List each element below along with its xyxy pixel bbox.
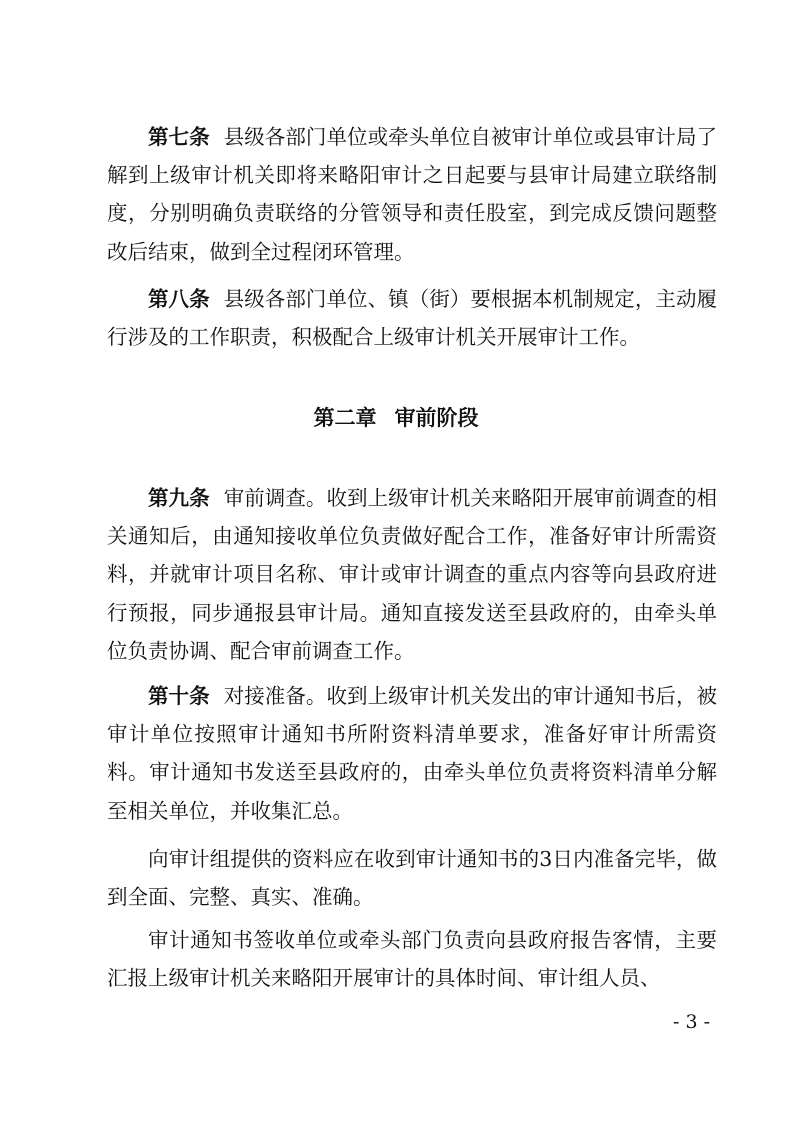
article-9-paragraph — [107, 479, 717, 670]
article-7-paragraph — [107, 118, 717, 271]
materials-paragraph: 向审计组提供的资料应在收到审计通知书的3日内准备完毕，做到全面、完整、真实、准确。 — [107, 847, 717, 910]
article-9-label: 第九条 — [148, 486, 210, 510]
article-10-text: 对接准备。收到上级审计机关发出的审计通知书后，被审计单位按照审计通知书所附资料清单要求，准备好审计所需资料。审计通知书发送至县政府的，由牵头单位负责将资料清单分解至相关单位，并收集汇总。 — [107, 684, 718, 823]
article-8-label: 第八条 — [148, 287, 210, 311]
article-10-paragraph — [107, 677, 717, 830]
article-8-text: 县级各部门单位、镇（街）要根据本机制规定，主动履行涉及的工作职责，积极配合上级审计机关开展审计工作。 — [107, 287, 718, 350]
article-7-text: 县级各部门单位或牵头单位自被审计单位或县审计局了解到上级审计机关即将来略阳审计之日起要与县审计局建立联络制度，分别明确负责联络的分管领导和责任股室，到完成反馈问题整改后结束，做到全过程闭环管理。 — [107, 125, 718, 264]
article-9-text: 审前调查。收到上级审计机关来略阳开展审前调查的相关通知后，由通知接收单位负责做好配合工作，准备好审计所需资料，并就审计项目名称、审计或审计调查的重点内容等向县政府进行预报，同步通报县审计局。通知直接发送至县政府的，由牵头单位负责协调、配合审前调查工作。 — [107, 486, 718, 663]
chapter-title: 审前阶段 — [394, 406, 479, 430]
article-8-paragraph — [107, 280, 717, 356]
article-10-label: 第十条 — [148, 684, 210, 708]
article-7-label: 第七条 — [148, 125, 210, 149]
report-paragraph: 审计通知书签收单位或牵头部门负责向县政府报告客情，主要汇报上级审计机关来略阳开展审计的具体时间、审计组人员、 — [107, 928, 717, 991]
page-number: - 3 - — [672, 1011, 710, 1033]
chapter-number: 第二章 — [313, 406, 377, 430]
chapter-heading — [0, 402, 792, 432]
